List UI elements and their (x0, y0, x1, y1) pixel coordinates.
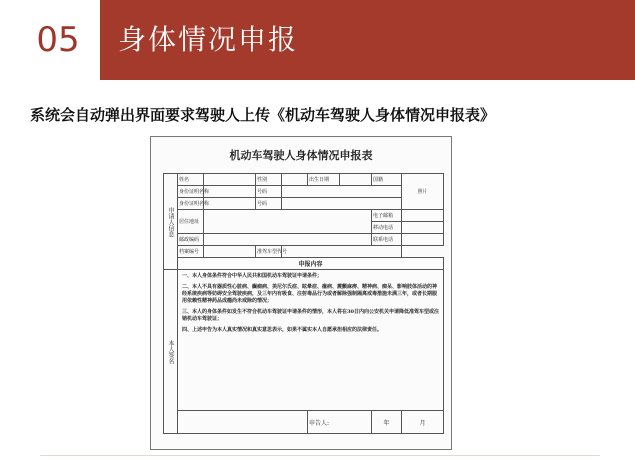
section-number: 05 (36, 20, 80, 60)
label-gender: 性别 (256, 174, 282, 186)
value-phone (402, 234, 444, 246)
value-email (402, 210, 444, 222)
value-birth (340, 174, 372, 186)
page-title: 身体情况申报 (118, 23, 299, 56)
label-archive-no: 档案编号 (178, 246, 204, 258)
label-photo: 照片 (402, 174, 444, 210)
value-license-no (282, 198, 402, 210)
value-name (204, 174, 256, 186)
label-birth: 出生日期 (308, 174, 340, 186)
side-label-personal: 申请人信息 (164, 174, 178, 270)
side-label-declaration: 本人签名 (164, 270, 178, 434)
label-address: 居住地址 (178, 210, 204, 234)
value-archive-no (204, 246, 256, 258)
label-license-class: 准驾车型代号 (256, 246, 282, 258)
form-document (150, 136, 452, 450)
declaration-heading: 申报内容 (178, 258, 444, 270)
label-name: 姓名 (178, 174, 204, 186)
label-license-no: 号码 (256, 198, 282, 210)
declaration-item: 三、本人的身体条件如发生不符合机动车驾驶证申请条件的情形，本人将在30日内向公安机关申请降低准驾车型或注销机动车驾驶证； (182, 309, 439, 322)
slide-header (0, 0, 635, 80)
signature-label: 申告人: (308, 411, 372, 434)
divider (40, 455, 600, 456)
declaration-item: 一、本人身体条件符合中华人民共和国机动车驾驶证申请条件； (182, 273, 323, 279)
declaration-body (178, 270, 444, 411)
value-id-no (282, 186, 402, 198)
sign-spacer (178, 411, 308, 434)
value-postcode (204, 234, 372, 246)
label-mobile: 移动电话 (372, 222, 402, 234)
label-id-type: 身份证明名称 (178, 186, 204, 198)
value-address (204, 210, 372, 234)
title-bar (100, 0, 635, 80)
month-label: 月 (402, 411, 444, 434)
declaration-item: 四、上述申告为本人真实情况和真实意思表示，如果不属实本人自愿承担相应的法律责任。 (182, 327, 383, 333)
form-title: 机动车驾驶人身体情况申报表 (229, 149, 373, 162)
label-nationality: 国籍 (372, 174, 402, 186)
label-id-no: 号码 (256, 186, 282, 198)
label-email: 电子邮箱 (372, 210, 402, 222)
label-postcode: 邮政编码 (178, 234, 204, 246)
year-label: 年 (372, 411, 402, 434)
value-mobile (402, 222, 444, 234)
declaration-form-table (163, 173, 444, 434)
value-license-class (282, 246, 402, 258)
label-license-type: 身份证明名称 (178, 198, 204, 210)
value-gender (282, 174, 308, 186)
declaration-item: 二、本人不具有器质性心脏病、癫痫病、美尼尔氏症、眩晕症、癔病、震颤麻痹、精神病、痴呆、影响肢体活动的神经系统疾病等妨碍安全驾驶疾病，及三年内有吸食、注射毒品行为或者解除强制隔离戒毒措施未满三年，或者长期服用依赖性精神药品成瘾尚未戒除的情况； (182, 284, 438, 304)
section-number-block (8, 0, 100, 80)
value-id-type (204, 186, 256, 198)
value-license-type (204, 198, 256, 210)
subtitle: 系统会自动弹出界面要求驾驶人上传《机动车驾驶人身体情况申报表》 (30, 106, 496, 124)
label-phone: 联系电话 (372, 234, 402, 246)
